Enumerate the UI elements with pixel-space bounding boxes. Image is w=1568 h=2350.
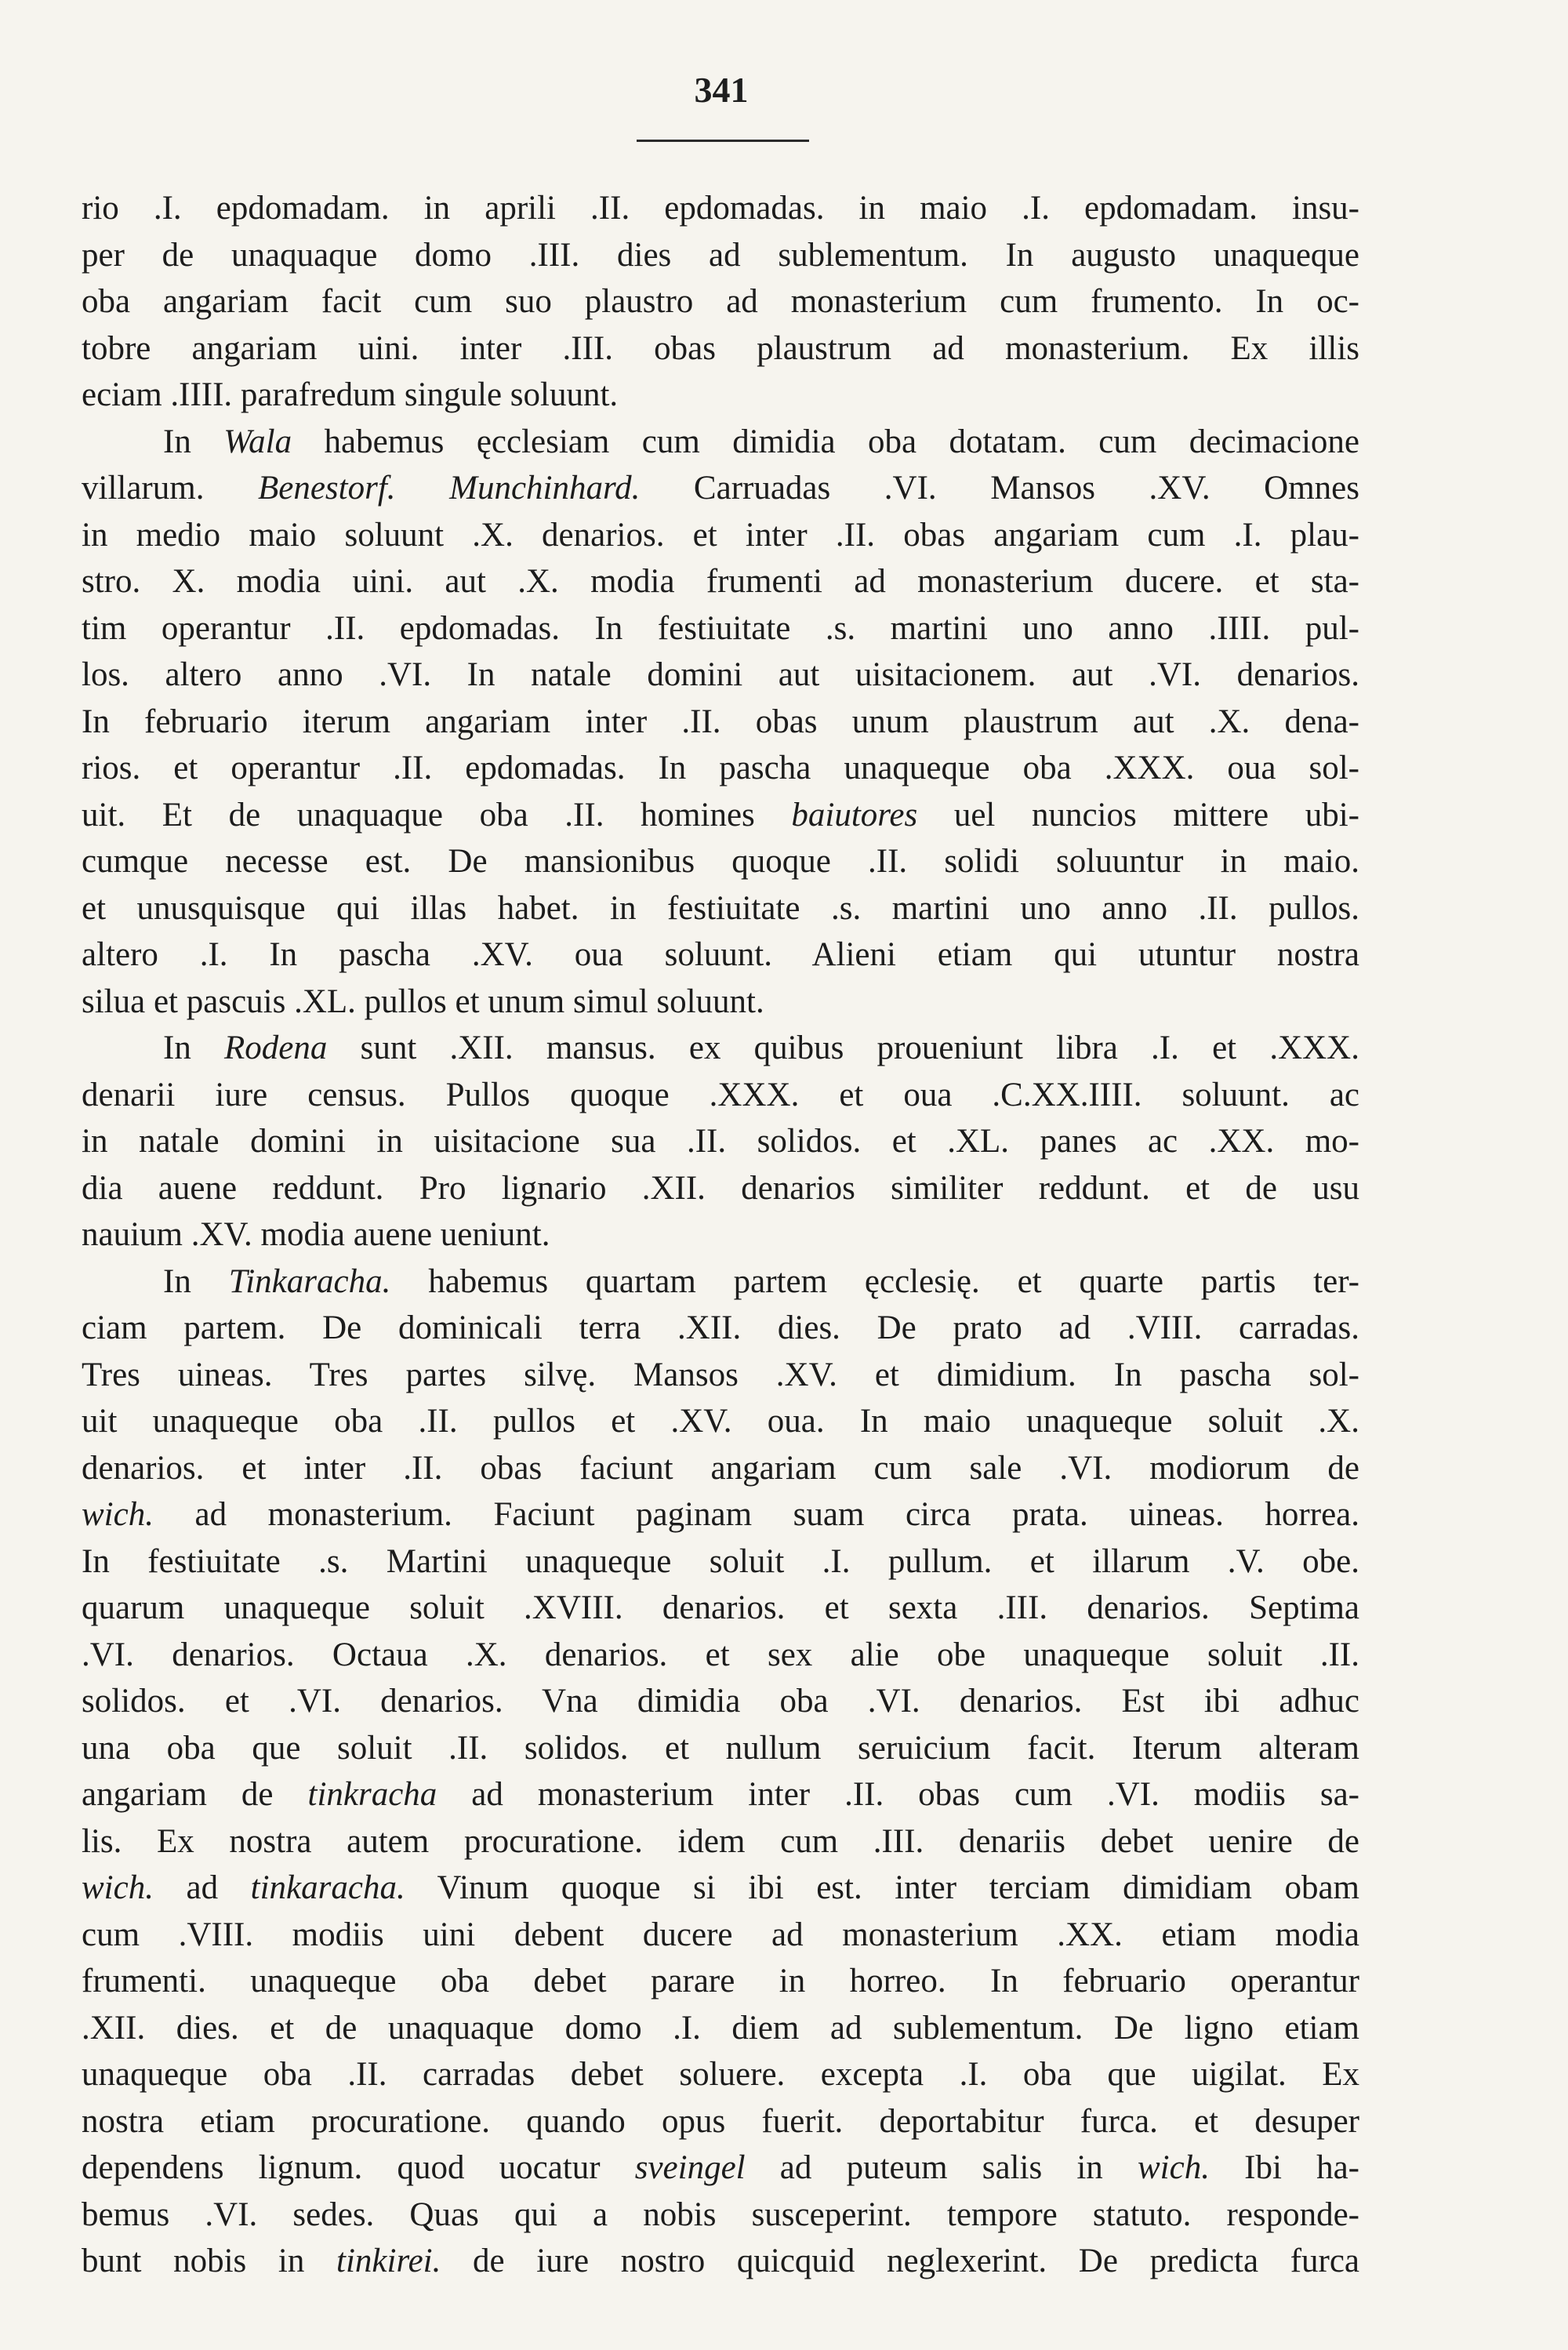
italic-term: wich. xyxy=(82,1869,154,1906)
text-line xyxy=(82,792,1359,839)
text-line xyxy=(82,465,1359,512)
text-line xyxy=(82,1118,1359,1165)
text-span: per de unaquaque domo .III. dies ad sublementum. In augusto unaqueque xyxy=(82,236,1359,274)
text-span: denarios. et inter .II. obas faciunt angariam cum sale .VI. modiorum de xyxy=(82,1449,1359,1487)
text-span: nostra etiam procuratione. quando opus fuerit. deportabitur furca. et desuper xyxy=(82,2102,1359,2140)
text-line xyxy=(82,2051,1359,2098)
italic-term: tinkracha xyxy=(307,1776,437,1813)
italic-term: Rodena xyxy=(224,1030,328,1066)
text-span: ciam partem. De dominicali terra .XII. dies. De prato ad .VIII. carradas. xyxy=(82,1309,1359,1346)
text-line xyxy=(82,1771,1359,1818)
text-span: uit unaqueque oba .II. pullos et .XV. oua. In maio unaqueque soluit .X. xyxy=(82,1403,1359,1440)
text-span: de iure nostro quicquid neglexerint. De predicta furca xyxy=(441,2243,1359,2279)
text-line xyxy=(82,1585,1359,1632)
text-line xyxy=(82,652,1359,699)
text-span: frumenti. unaqueque oba debet parare in horreo. In februario operantur xyxy=(82,1963,1359,1999)
text-line xyxy=(82,1352,1359,1399)
text-span: in medio maio soluunt .X. denarios. et inter .II. obas angariam cum .I. plau- xyxy=(82,516,1359,554)
text-line xyxy=(82,185,1359,232)
text-line xyxy=(82,745,1359,792)
header-rule xyxy=(637,140,809,142)
text-span: habemus quartam partem ęcclesię. et quarte partis ter- xyxy=(390,1262,1359,1300)
text-line xyxy=(82,2005,1359,2052)
text-span: rios. et operantur .II. epdomadas. In pascha unaqueque oba .XXX. oua sol- xyxy=(82,750,1359,786)
text-span: In februario iterum angariam inter .II. obas unum plaustrum aut .X. dena- xyxy=(82,703,1359,740)
text-span: tobre angariam uini. inter .III. obas plaustrum ad monasterium. Ex illis xyxy=(82,329,1359,367)
text-span: habemus ęcclesiam cum dimidia oba dotatam. cum decimacione xyxy=(292,423,1359,460)
text-line xyxy=(82,979,1359,1026)
text-line xyxy=(82,2098,1359,2145)
italic-term: baiutores xyxy=(791,796,918,834)
text-span: eciam .IIII. parafredum singule soluunt. xyxy=(82,376,619,413)
text-line xyxy=(82,1025,1359,1072)
text-span: Ibi ha- xyxy=(1209,2149,1359,2186)
text-line xyxy=(82,325,1359,372)
text-span: .VI. denarios. Octaua .X. denarios. et sex alie obe unaqueque soluit .II. xyxy=(82,1636,1359,1673)
text-line xyxy=(82,2145,1359,2192)
text-line xyxy=(82,1491,1359,1538)
text-span: In xyxy=(163,1030,225,1066)
text-span: sunt .XII. mansus. ex quibus proueniunt libra .I. et .XXX. xyxy=(327,1030,1359,1066)
text-line xyxy=(82,512,1359,559)
text-span: nauium .XV. modia auene ueniunt. xyxy=(82,1216,550,1253)
text-line xyxy=(82,1259,1359,1306)
text-line xyxy=(82,419,1359,466)
italic-term: Munchinhard. xyxy=(449,470,641,507)
text-span: los. altero anno .VI. In natale domini aut uisitacionem. aut .VI. denarios. xyxy=(82,656,1359,693)
text-span: solidos. et .VI. denarios. Vna dimidia oba .VI. denarios. Est ibi adhuc xyxy=(82,1683,1359,1720)
italic-term: wich. xyxy=(1137,2149,1210,2186)
text-span: dia auene reddunt. Pro lignario .XII. denarios similiter reddunt. et de usu xyxy=(82,1169,1359,1207)
text-line xyxy=(82,2238,1359,2285)
text-line xyxy=(82,1211,1359,1259)
text-line xyxy=(82,1818,1359,1865)
text-line xyxy=(82,278,1359,325)
text-span: Tres uineas. Tres partes silvę. Mansos .XV. et dimidium. In pascha sol- xyxy=(82,1356,1359,1393)
text-line xyxy=(82,1072,1359,1119)
text-line xyxy=(82,838,1359,885)
text-span xyxy=(396,470,450,507)
text-line xyxy=(82,932,1359,979)
text-line xyxy=(82,1725,1359,1772)
text-span: altero .I. In pascha .XV. oua soluunt. Alieni etiam qui utuntur nostra xyxy=(82,936,1359,973)
text-span: ad xyxy=(153,1869,251,1906)
text-span: In festiuitate .s. Martini unaqueque soluit .I. pullum. et illarum .V. obe. xyxy=(82,1542,1359,1580)
text-line xyxy=(82,2192,1359,2239)
italic-term: tinkirei. xyxy=(336,2243,441,2279)
text-span: cumque necesse est. De mansionibus quoque .II. solidi soluuntur in maio. xyxy=(82,843,1359,880)
text-span: uit. Et de unaquaque oba .II. homines xyxy=(82,796,792,834)
italic-term: Benestorf. xyxy=(258,470,396,507)
text-span: silua et pascuis .XL. pullos et unum simul soluunt. xyxy=(82,982,764,1020)
text-line xyxy=(82,1958,1359,2005)
text-span: ad monasterium inter .II. obas cum .VI. modiis sa- xyxy=(437,1776,1359,1813)
text-line xyxy=(82,1165,1359,1212)
text-span: rio .I. epdomadam. in aprili .II. epdomadas. in maio .I. epdomadam. insu- xyxy=(82,190,1359,227)
text-line xyxy=(82,1538,1359,1585)
text-line xyxy=(82,1865,1359,1912)
italic-term: tinkaracha. xyxy=(250,1869,405,1906)
italic-term: Tinkaracha. xyxy=(228,1262,391,1300)
text-span: denarii iure census. Pullos quoque .XXX. et oua .C.XX.IIII. soluunt. ac xyxy=(82,1076,1359,1113)
page-number: 341 xyxy=(694,70,749,110)
text-span: oba angariam facit cum suo plaustro ad monasterium cum frumento. In oc- xyxy=(82,283,1359,320)
text-span: In xyxy=(163,1262,229,1300)
text-span: unaqueque oba .II. carradas debet soluere. excepta .I. oba que uigilat. Ex xyxy=(82,2056,1359,2093)
text-line xyxy=(82,372,1359,419)
text-span: una oba que soluit .II. solidos. et nullum seruicium facit. Iterum alteram xyxy=(82,1729,1359,1767)
text-span: bunt nobis in xyxy=(82,2243,337,2279)
text-line xyxy=(82,1398,1359,1445)
text-line xyxy=(82,558,1359,605)
body-text xyxy=(82,185,1359,2285)
text-line xyxy=(82,1678,1359,1725)
text-span: villarum. xyxy=(82,470,258,507)
text-span: et unusquisque qui illas habet. in festiuitate .s. martini uno anno .II. pullos. xyxy=(82,889,1359,927)
text-line xyxy=(82,885,1359,932)
italic-term: wich. xyxy=(82,1496,154,1533)
text-span: angariam de xyxy=(82,1776,308,1813)
text-span: tim operantur .II. epdomadas. In festiuitate .s. martini uno anno .IIII. pul- xyxy=(82,609,1359,647)
text-line xyxy=(82,1305,1359,1352)
text-line xyxy=(82,1632,1359,1679)
text-span: dependens lignum. quod uocatur xyxy=(82,2149,635,2186)
text-span: quarum unaqueque soluit .XVIII. denarios. et sexta .III. denarios. Septima xyxy=(82,1589,1359,1626)
text-span: Carruadas .VI. Mansos .XV. Omnes xyxy=(640,470,1359,507)
text-line xyxy=(82,699,1359,746)
text-span: in natale domini in uisitacione sua .II. solidos. et .XL. panes ac .XX. mo- xyxy=(82,1123,1359,1160)
text-span: lis. Ex nostra autem procuratione. idem cum .III. denariis debet uenire de xyxy=(82,1822,1359,1860)
text-span: bemus .VI. sedes. Quas qui a nobis susceperint. tempore statuto. responde- xyxy=(82,2196,1359,2233)
italic-term: sveingel xyxy=(634,2149,746,2186)
text-span: In xyxy=(163,423,224,460)
text-line xyxy=(82,232,1359,279)
text-span: ad monasterium. Faciunt paginam suam circa prata. uineas. horrea. xyxy=(153,1496,1359,1533)
text-span: .XII. dies. et de unaquaque domo .I. diem ad sublementum. De ligno etiam xyxy=(82,2009,1359,2047)
text-span: stro. X. modia uini. aut .X. modia frumenti ad monasterium ducere. et sta- xyxy=(82,563,1359,600)
italic-term: Wala xyxy=(223,423,292,460)
text-line xyxy=(82,1912,1359,1959)
text-span: uel nuncios mittere ubi- xyxy=(917,796,1359,834)
text-line xyxy=(82,1445,1359,1492)
text-span: ad puteum salis in xyxy=(745,2149,1138,2186)
text-span: cum .VIII. modiis uini debent ducere ad monasterium .XX. etiam modia xyxy=(82,1916,1359,1953)
text-span: Vinum quoque si ibi est. inter terciam dimidiam obam xyxy=(405,1869,1359,1906)
text-line xyxy=(82,605,1359,652)
